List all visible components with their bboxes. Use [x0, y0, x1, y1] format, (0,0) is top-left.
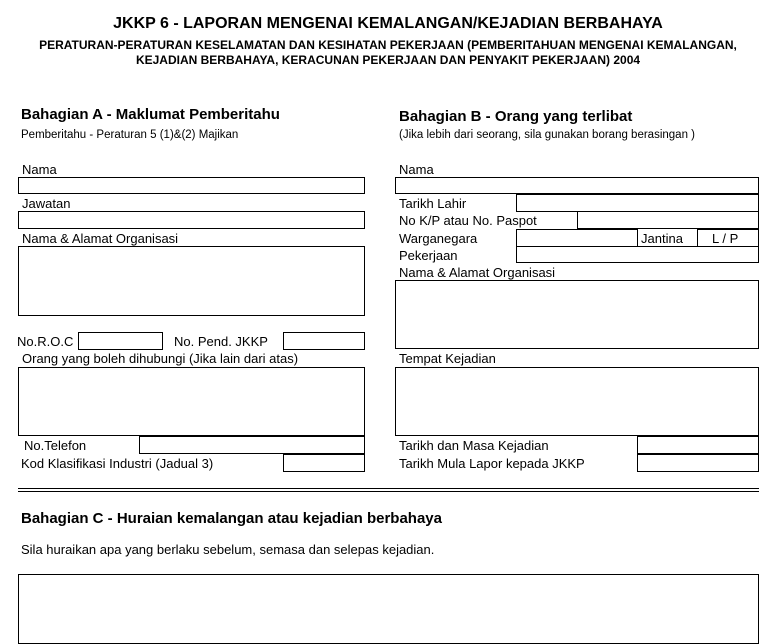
b-tarikh-masa-label: Tarikh dan Masa Kejadian — [399, 438, 549, 453]
b-alamat-label: Nama & Alamat Organisasi — [399, 265, 556, 280]
a-pend-label: No. Pend. JKKP — [174, 334, 268, 349]
section-c-title: Bahagian C - Huraian kemalangan atau kejadian berbahaya — [21, 510, 442, 527]
section-divider-top — [18, 488, 759, 489]
a-jawatan-field[interactable] — [18, 211, 365, 229]
a-pend-field[interactable] — [283, 332, 365, 350]
b-warganegara-label: Warganegara — [399, 231, 478, 246]
a-alamat-label: Nama & Alamat Organisasi — [22, 231, 179, 246]
c-huraian-field[interactable] — [18, 574, 759, 644]
section-c-instruction: Sila huraikan apa yang berlaku sebelum, semasa dan selepas kejadian. — [21, 542, 435, 557]
form-subtitle-line2: KEJADIAN BERBAHAYA, KERACUNAN PEKERJAAN DAN PENYAKIT PEKERJAAN) 2004 — [135, 53, 641, 67]
a-kod-field[interactable] — [283, 454, 365, 472]
b-jantina-label: Jantina — [641, 231, 683, 246]
b-tempat-label: Tempat Kejadian — [399, 351, 496, 366]
b-nama-field[interactable] — [395, 177, 759, 194]
b-tempat-field[interactable] — [395, 367, 759, 436]
b-pekerjaan-field[interactable] — [516, 246, 759, 263]
section-divider-bottom — [18, 491, 759, 492]
section-b-note: (Jika lebih dari seorang, sila gunakan borang berasingan ) — [399, 129, 695, 141]
b-pekerjaan-label: Pekerjaan — [399, 248, 458, 263]
b-tarikh-lapor-field[interactable] — [637, 454, 759, 472]
a-nama-field[interactable] — [18, 177, 365, 194]
section-b-title: Bahagian B - Orang yang terlibat — [399, 108, 633, 125]
a-telefon-field[interactable] — [139, 436, 365, 454]
a-roc-field[interactable] — [78, 332, 163, 350]
b-tarikh-lapor-label: Tarikh Mula Lapor kepada JKKP — [399, 456, 585, 471]
b-alamat-field[interactable] — [395, 280, 759, 349]
a-nama-label: Nama — [22, 162, 57, 177]
form-subtitle-line1: PERATURAN-PERATURAN KESELAMATAN DAN KESIHATAN PEKERJAAN (PEMBERITAHUAN MENGENAI KEMALANGAN, — [39, 38, 737, 52]
b-nama-label: Nama — [399, 162, 434, 177]
b-nokp-label: No K/P atau No. Paspot — [399, 213, 537, 228]
a-alamat-field[interactable] — [18, 246, 365, 316]
a-dihubungi-field[interactable] — [18, 367, 365, 436]
b-warganegara-field[interactable] — [516, 229, 638, 247]
section-a-title: Bahagian A - Maklumat Pemberitahu — [21, 106, 280, 123]
a-kod-label: Kod Klasifikasi Industri (Jadual 3) — [21, 456, 214, 471]
a-telefon-label: No.Telefon — [24, 438, 87, 453]
form-title: JKKP 6 - LAPORAN MENGENAI KEMALANGAN/KEJADIAN BERBAHAYA — [113, 15, 663, 32]
a-dihubungi-label: Orang yang boleh dihubungi (Jika lain dari atas) — [22, 351, 299, 366]
a-jawatan-label: Jawatan — [22, 196, 71, 211]
b-tarikh-masa-field[interactable] — [637, 436, 759, 454]
b-nokp-field[interactable] — [577, 211, 759, 229]
a-roc-label: No.R.O.C — [17, 334, 74, 349]
b-jantina-options: L / P — [712, 231, 739, 246]
section-a-note: Pemberitahu - Peraturan 5 (1)&(2) Majikan — [21, 129, 239, 141]
b-tarikh-lahir-label: Tarikh Lahir — [399, 196, 467, 211]
b-tarikh-lahir-field[interactable] — [516, 194, 759, 212]
